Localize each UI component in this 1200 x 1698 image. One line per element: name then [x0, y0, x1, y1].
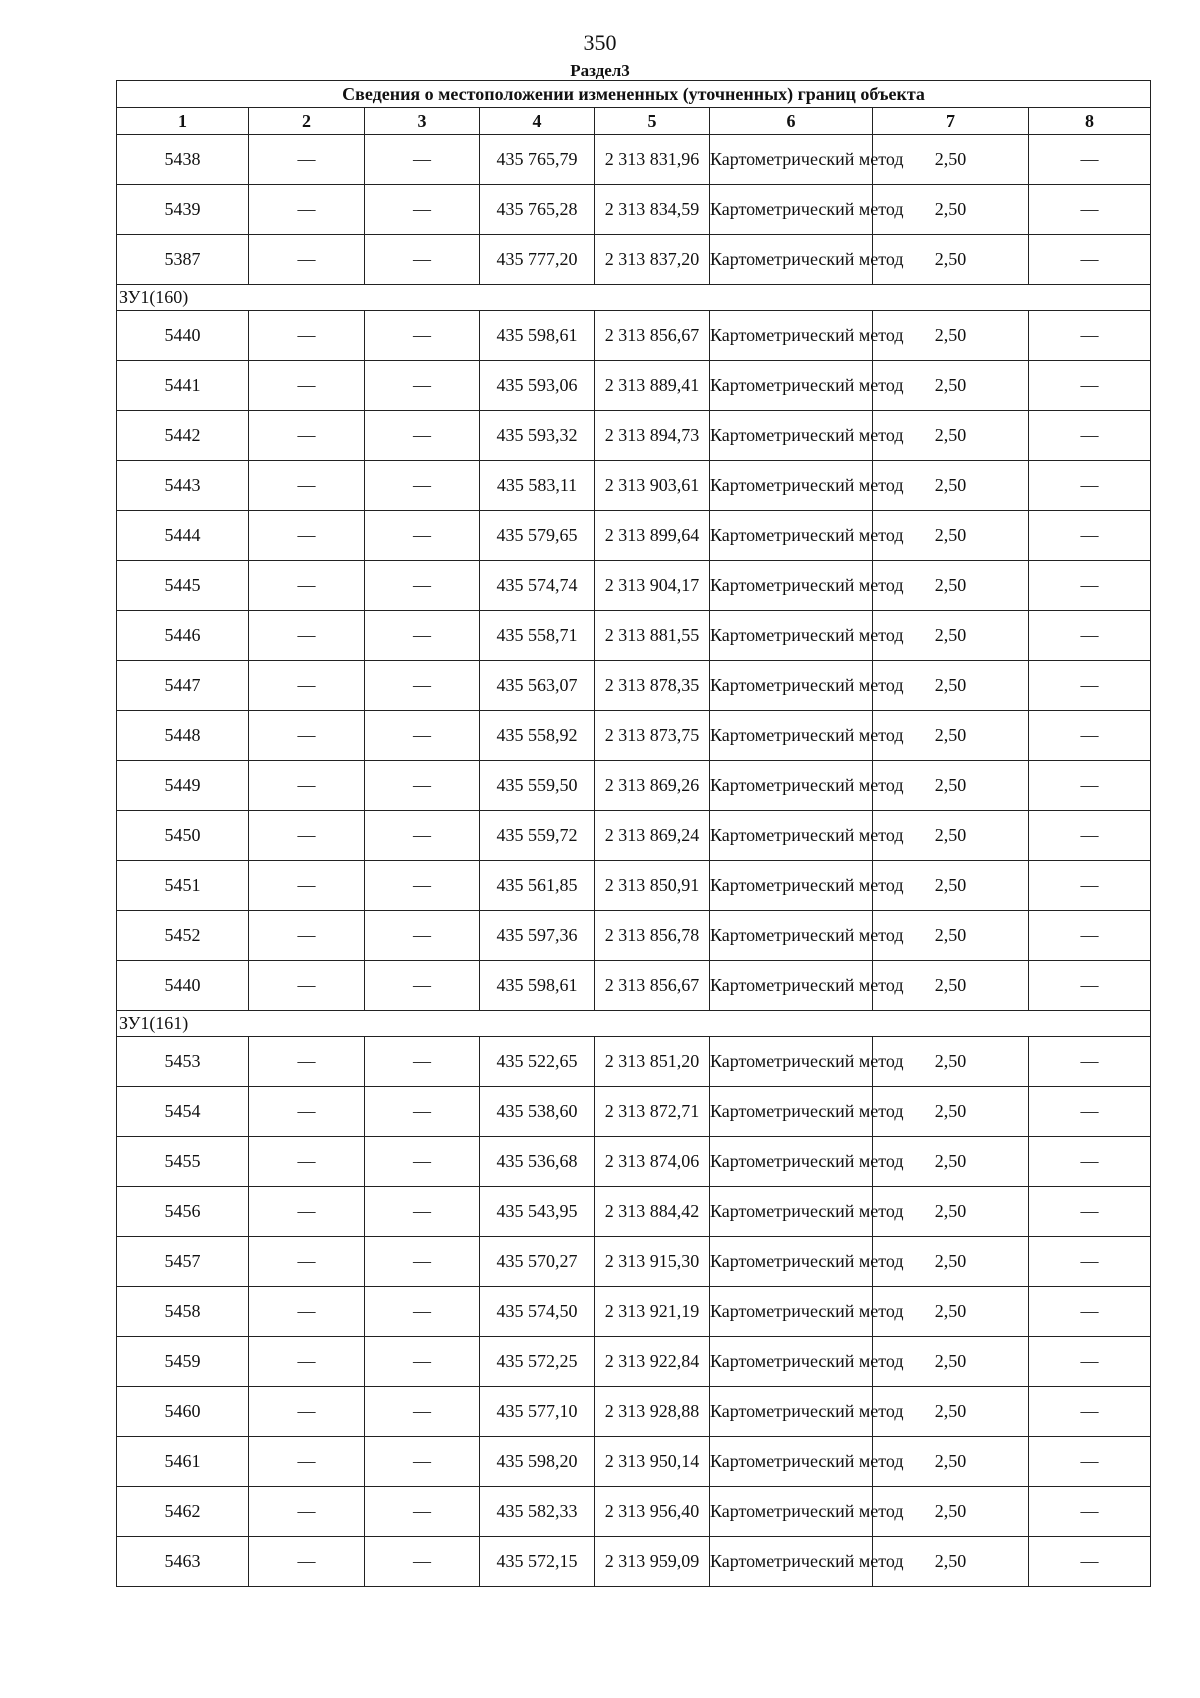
x-coordinate-cell: 435 598,61: [480, 961, 595, 1011]
col8-cell: —: [1029, 1437, 1151, 1487]
point-number-cell: 5438: [117, 135, 249, 185]
accuracy-cell: 2,50: [873, 1487, 1029, 1537]
col3-cell: —: [365, 511, 480, 561]
point-number-cell: 5440: [117, 311, 249, 361]
col3-cell: —: [365, 1137, 480, 1187]
accuracy-cell: 2,50: [873, 1237, 1029, 1287]
column-number-7: 7: [873, 108, 1029, 135]
y-coordinate-cell: 2 313 856,67: [595, 311, 710, 361]
x-coordinate-cell: 435 558,71: [480, 611, 595, 661]
col2-cell: —: [249, 911, 365, 961]
col8-cell: —: [1029, 1237, 1151, 1287]
column-number-5: 5: [595, 108, 710, 135]
accuracy-cell: 2,50: [873, 761, 1029, 811]
accuracy-cell: 2,50: [873, 961, 1029, 1011]
col8-cell: —: [1029, 1337, 1151, 1387]
accuracy-cell: 2,50: [873, 1287, 1029, 1337]
accuracy-cell: 2,50: [873, 1537, 1029, 1587]
method-cell: Картометрический метод: [710, 1337, 873, 1387]
x-coordinate-cell: 435 777,20: [480, 235, 595, 285]
accuracy-cell: 2,50: [873, 1087, 1029, 1137]
x-coordinate-cell: 435 582,33: [480, 1487, 595, 1537]
y-coordinate-cell: 2 313 903,61: [595, 461, 710, 511]
y-coordinate-cell: 2 313 921,19: [595, 1287, 710, 1337]
x-coordinate-cell: 435 597,36: [480, 911, 595, 961]
col8-cell: —: [1029, 1287, 1151, 1337]
table-row: [117, 1387, 1151, 1437]
table-row: [117, 1137, 1151, 1187]
col3-cell: —: [365, 1237, 480, 1287]
y-coordinate-cell: 2 313 899,64: [595, 511, 710, 561]
y-coordinate-cell: 2 313 831,96: [595, 135, 710, 185]
accuracy-cell: 2,50: [873, 611, 1029, 661]
x-coordinate-cell: 435 598,61: [480, 311, 595, 361]
method-cell: Картометрический метод: [710, 311, 873, 361]
col8-cell: —: [1029, 711, 1151, 761]
point-number-cell: 5463: [117, 1537, 249, 1587]
table-row: [117, 811, 1151, 861]
point-number-cell: 5442: [117, 411, 249, 461]
accuracy-cell: 2,50: [873, 561, 1029, 611]
col3-cell: —: [365, 235, 480, 285]
table-row: [117, 461, 1151, 511]
column-number-1: 1: [117, 108, 249, 135]
x-coordinate-cell: 435 558,92: [480, 711, 595, 761]
table-row: [117, 611, 1151, 661]
col2-cell: —: [249, 661, 365, 711]
accuracy-cell: 2,50: [873, 1187, 1029, 1237]
col3-cell: —: [365, 311, 480, 361]
col3-cell: —: [365, 1287, 480, 1337]
col3-cell: —: [365, 1487, 480, 1537]
col8-cell: —: [1029, 1487, 1151, 1537]
y-coordinate-cell: 2 313 872,71: [595, 1087, 710, 1137]
accuracy-cell: 2,50: [873, 911, 1029, 961]
col3-cell: —: [365, 561, 480, 611]
x-coordinate-cell: 435 583,11: [480, 461, 595, 511]
x-coordinate-cell: 435 559,72: [480, 811, 595, 861]
method-cell: Картометрический метод: [710, 1287, 873, 1337]
point-number-cell: 5448: [117, 711, 249, 761]
method-cell: Картометрический метод: [710, 1037, 873, 1087]
method-cell: Картометрический метод: [710, 611, 873, 661]
point-number-cell: 5459: [117, 1337, 249, 1387]
point-number-cell: 5460: [117, 1387, 249, 1437]
y-coordinate-cell: 2 313 956,40: [595, 1487, 710, 1537]
table-row: [117, 961, 1151, 1011]
col2-cell: —: [249, 1187, 365, 1237]
col8-cell: —: [1029, 1187, 1151, 1237]
col2-cell: —: [249, 611, 365, 661]
col8-cell: —: [1029, 411, 1151, 461]
col2-cell: —: [249, 135, 365, 185]
col3-cell: —: [365, 711, 480, 761]
y-coordinate-cell: 2 313 856,67: [595, 961, 710, 1011]
col2-cell: —: [249, 1337, 365, 1387]
accuracy-cell: 2,50: [873, 311, 1029, 361]
col2-cell: —: [249, 1537, 365, 1587]
y-coordinate-cell: 2 313 837,20: [595, 235, 710, 285]
col8-cell: —: [1029, 135, 1151, 185]
point-number-cell: 5450: [117, 811, 249, 861]
boundary-coordinates-table: [116, 80, 1151, 1587]
method-cell: Картометрический метод: [710, 711, 873, 761]
column-number-row: [117, 108, 1151, 135]
col3-cell: —: [365, 961, 480, 1011]
col8-cell: —: [1029, 961, 1151, 1011]
col2-cell: —: [249, 761, 365, 811]
col2-cell: —: [249, 1087, 365, 1137]
col3-cell: —: [365, 361, 480, 411]
col2-cell: —: [249, 1437, 365, 1487]
point-number-cell: 5451: [117, 861, 249, 911]
table-body: [117, 135, 1151, 1587]
col8-cell: —: [1029, 1137, 1151, 1187]
point-number-cell: 5445: [117, 561, 249, 611]
col8-cell: —: [1029, 611, 1151, 661]
col8-cell: —: [1029, 1387, 1151, 1437]
y-coordinate-cell: 2 313 878,35: [595, 661, 710, 711]
col8-cell: —: [1029, 311, 1151, 361]
y-coordinate-cell: 2 313 928,88: [595, 1387, 710, 1437]
x-coordinate-cell: 435 574,50: [480, 1287, 595, 1337]
method-cell: Картометрический метод: [710, 1087, 873, 1137]
col8-cell: —: [1029, 861, 1151, 911]
col3-cell: —: [365, 185, 480, 235]
col2-cell: —: [249, 1137, 365, 1187]
column-number-3: 3: [365, 108, 480, 135]
method-cell: Картометрический метод: [710, 761, 873, 811]
accuracy-cell: 2,50: [873, 511, 1029, 561]
table-row: [117, 411, 1151, 461]
y-coordinate-cell: 2 313 869,26: [595, 761, 710, 811]
x-coordinate-cell: 435 559,50: [480, 761, 595, 811]
accuracy-cell: 2,50: [873, 711, 1029, 761]
col8-cell: —: [1029, 361, 1151, 411]
y-coordinate-cell: 2 313 856,78: [595, 911, 710, 961]
col8-cell: —: [1029, 561, 1151, 611]
col8-cell: —: [1029, 461, 1151, 511]
table-row: [117, 511, 1151, 561]
method-cell: Картометрический метод: [710, 361, 873, 411]
table-row: [117, 711, 1151, 761]
table-row: [117, 911, 1151, 961]
x-coordinate-cell: 435 593,32: [480, 411, 595, 461]
col2-cell: —: [249, 1387, 365, 1437]
group-header-row: [117, 285, 1151, 311]
x-coordinate-cell: 435 522,65: [480, 1037, 595, 1087]
x-coordinate-cell: 435 579,65: [480, 511, 595, 561]
table-row: [117, 861, 1151, 911]
col3-cell: —: [365, 1537, 480, 1587]
accuracy-cell: 2,50: [873, 1337, 1029, 1387]
x-coordinate-cell: 435 538,60: [480, 1087, 595, 1137]
y-coordinate-cell: 2 313 884,42: [595, 1187, 710, 1237]
group-label: ЗУ1(160): [117, 285, 1151, 311]
method-cell: Картометрический метод: [710, 511, 873, 561]
table-row: [117, 661, 1151, 711]
col3-cell: —: [365, 461, 480, 511]
method-cell: Картометрический метод: [710, 1237, 873, 1287]
table-row: [117, 1287, 1151, 1337]
accuracy-cell: 2,50: [873, 461, 1029, 511]
accuracy-cell: 2,50: [873, 1037, 1029, 1087]
col2-cell: —: [249, 1487, 365, 1537]
col8-cell: —: [1029, 1037, 1151, 1087]
y-coordinate-cell: 2 313 894,73: [595, 411, 710, 461]
method-cell: Картометрический метод: [710, 1487, 873, 1537]
y-coordinate-cell: 2 313 851,20: [595, 1037, 710, 1087]
y-coordinate-cell: 2 313 850,91: [595, 861, 710, 911]
col2-cell: —: [249, 1237, 365, 1287]
table-row: [117, 561, 1151, 611]
method-cell: Картометрический метод: [710, 1137, 873, 1187]
col2-cell: —: [249, 811, 365, 861]
point-number-cell: 5439: [117, 185, 249, 235]
section-title: Раздел3: [570, 61, 630, 80]
accuracy-cell: 2,50: [873, 185, 1029, 235]
col3-cell: —: [365, 1437, 480, 1487]
table-row: [117, 1537, 1151, 1587]
col8-cell: —: [1029, 661, 1151, 711]
table-row: [117, 1437, 1151, 1487]
group-label: ЗУ1(161): [117, 1011, 1151, 1037]
x-coordinate-cell: 435 574,74: [480, 561, 595, 611]
method-cell: Картометрический метод: [710, 961, 873, 1011]
method-cell: Картометрический метод: [710, 411, 873, 461]
point-number-cell: 5449: [117, 761, 249, 811]
col2-cell: —: [249, 1287, 365, 1337]
col8-cell: —: [1029, 511, 1151, 561]
column-number-6: 6: [710, 108, 873, 135]
method-cell: Картометрический метод: [710, 1437, 873, 1487]
x-coordinate-cell: 435 561,85: [480, 861, 595, 911]
point-number-cell: 5453: [117, 1037, 249, 1087]
accuracy-cell: 2,50: [873, 235, 1029, 285]
col2-cell: —: [249, 461, 365, 511]
col3-cell: —: [365, 1187, 480, 1237]
x-coordinate-cell: 435 593,06: [480, 361, 595, 411]
point-number-cell: 5455: [117, 1137, 249, 1187]
col8-cell: —: [1029, 235, 1151, 285]
accuracy-cell: 2,50: [873, 1387, 1029, 1437]
x-coordinate-cell: 435 577,10: [480, 1387, 595, 1437]
point-number-cell: 5452: [117, 911, 249, 961]
method-cell: Картометрический метод: [710, 461, 873, 511]
point-number-cell: 5387: [117, 235, 249, 285]
col3-cell: —: [365, 861, 480, 911]
col8-cell: —: [1029, 185, 1151, 235]
accuracy-cell: 2,50: [873, 361, 1029, 411]
col3-cell: —: [365, 761, 480, 811]
col2-cell: —: [249, 711, 365, 761]
col3-cell: —: [365, 1337, 480, 1387]
column-number-8: 8: [1029, 108, 1151, 135]
point-number-cell: 5457: [117, 1237, 249, 1287]
method-cell: Картометрический метод: [710, 135, 873, 185]
col3-cell: —: [365, 135, 480, 185]
y-coordinate-cell: 2 313 889,41: [595, 361, 710, 411]
col3-cell: —: [365, 1087, 480, 1137]
col8-cell: —: [1029, 811, 1151, 861]
point-number-cell: 5440: [117, 961, 249, 1011]
table-row: [117, 235, 1151, 285]
method-cell: Картометрический метод: [710, 811, 873, 861]
y-coordinate-cell: 2 313 881,55: [595, 611, 710, 661]
table-row: [117, 311, 1151, 361]
point-number-cell: 5443: [117, 461, 249, 511]
x-coordinate-cell: 435 572,25: [480, 1337, 595, 1387]
x-coordinate-cell: 435 570,27: [480, 1237, 595, 1287]
accuracy-cell: 2,50: [873, 411, 1029, 461]
accuracy-cell: 2,50: [873, 861, 1029, 911]
y-coordinate-cell: 2 313 904,17: [595, 561, 710, 611]
col3-cell: —: [365, 411, 480, 461]
col3-cell: —: [365, 911, 480, 961]
table-row: [117, 1087, 1151, 1137]
point-number-cell: 5458: [117, 1287, 249, 1337]
accuracy-cell: 2,50: [873, 661, 1029, 711]
x-coordinate-cell: 435 572,15: [480, 1537, 595, 1587]
col3-cell: —: [365, 1387, 480, 1437]
col2-cell: —: [249, 235, 365, 285]
group-header-row: [117, 1011, 1151, 1037]
y-coordinate-cell: 2 313 915,30: [595, 1237, 710, 1287]
col2-cell: —: [249, 361, 365, 411]
col3-cell: —: [365, 811, 480, 861]
col8-cell: —: [1029, 1087, 1151, 1137]
x-coordinate-cell: 435 765,28: [480, 185, 595, 235]
y-coordinate-cell: 2 313 922,84: [595, 1337, 710, 1387]
col2-cell: —: [249, 411, 365, 461]
point-number-cell: 5462: [117, 1487, 249, 1537]
col3-cell: —: [365, 611, 480, 661]
table-title: Сведения о местоположении измененных (уточненных) границ объекта: [117, 81, 1151, 108]
col2-cell: —: [249, 561, 365, 611]
method-cell: Картометрический метод: [710, 1187, 873, 1237]
col8-cell: —: [1029, 761, 1151, 811]
y-coordinate-cell: 2 313 950,14: [595, 1437, 710, 1487]
method-cell: Картометрический метод: [710, 235, 873, 285]
table-row: [117, 361, 1151, 411]
col2-cell: —: [249, 185, 365, 235]
col2-cell: —: [249, 861, 365, 911]
y-coordinate-cell: 2 313 874,06: [595, 1137, 710, 1187]
col2-cell: —: [249, 311, 365, 361]
col8-cell: —: [1029, 911, 1151, 961]
table-row: [117, 135, 1151, 185]
method-cell: Картометрический метод: [710, 861, 873, 911]
column-number-2: 2: [249, 108, 365, 135]
method-cell: Картометрический метод: [710, 911, 873, 961]
x-coordinate-cell: 435 536,68: [480, 1137, 595, 1187]
x-coordinate-cell: 435 543,95: [480, 1187, 595, 1237]
accuracy-cell: 2,50: [873, 811, 1029, 861]
accuracy-cell: 2,50: [873, 135, 1029, 185]
point-number-cell: 5461: [117, 1437, 249, 1487]
col2-cell: —: [249, 511, 365, 561]
x-coordinate-cell: 435 598,20: [480, 1437, 595, 1487]
col2-cell: —: [249, 961, 365, 1011]
x-coordinate-cell: 435 765,79: [480, 135, 595, 185]
point-number-cell: 5444: [117, 511, 249, 561]
table-row: [117, 1337, 1151, 1387]
column-number-4: 4: [480, 108, 595, 135]
y-coordinate-cell: 2 313 834,59: [595, 185, 710, 235]
y-coordinate-cell: 2 313 869,24: [595, 811, 710, 861]
col8-cell: —: [1029, 1537, 1151, 1587]
table-row: [117, 1187, 1151, 1237]
table-row: [117, 1487, 1151, 1537]
x-coordinate-cell: 435 563,07: [480, 661, 595, 711]
accuracy-cell: 2,50: [873, 1437, 1029, 1487]
method-cell: Картометрический метод: [710, 1387, 873, 1437]
col3-cell: —: [365, 1037, 480, 1087]
table-row: [117, 1237, 1151, 1287]
point-number-cell: 5447: [117, 661, 249, 711]
table-row: [117, 1037, 1151, 1087]
page-number: 350: [583, 30, 617, 55]
point-number-cell: 5446: [117, 611, 249, 661]
y-coordinate-cell: 2 313 873,75: [595, 711, 710, 761]
method-cell: Картометрический метод: [710, 1537, 873, 1587]
col2-cell: —: [249, 1037, 365, 1087]
accuracy-cell: 2,50: [873, 1137, 1029, 1187]
col3-cell: —: [365, 661, 480, 711]
method-cell: Картометрический метод: [710, 661, 873, 711]
point-number-cell: 5454: [117, 1087, 249, 1137]
y-coordinate-cell: 2 313 959,09: [595, 1537, 710, 1587]
method-cell: Картометрический метод: [710, 561, 873, 611]
point-number-cell: 5441: [117, 361, 249, 411]
table-row: [117, 761, 1151, 811]
table-row: [117, 185, 1151, 235]
point-number-cell: 5456: [117, 1187, 249, 1237]
method-cell: Картометрический метод: [710, 185, 873, 235]
